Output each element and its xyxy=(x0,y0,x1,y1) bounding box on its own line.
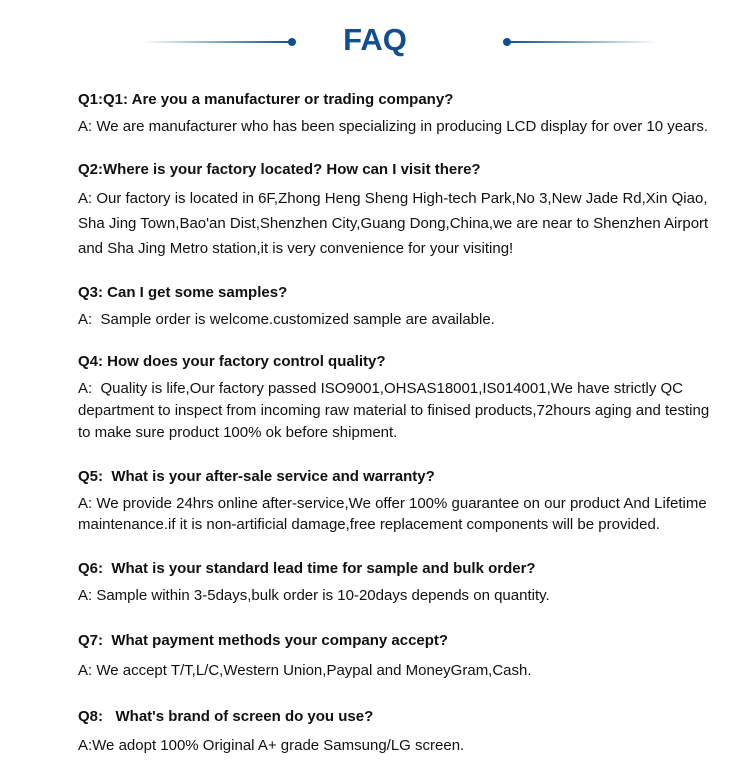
faq-item xyxy=(78,631,718,682)
faq-answer xyxy=(78,585,718,607)
answer-line: A: Quality is life,Our factory passed ISO9001,OHSAS18001,IS014001,We have strictly QC xyxy=(78,380,684,397)
answer-line: A: We are manufacturer who has been specializing in producing LCD display for over 10 years. xyxy=(78,118,709,135)
answer-line: A:We adopt 100% Original A+ grade Samsung/LG screen. xyxy=(78,737,465,754)
faq-question: Q3: Can I get some samples? xyxy=(78,284,288,301)
faq-question: Q2:Where is your factory located? How can I visit there? xyxy=(78,161,481,178)
answer-line: to make sure product 100% ok before shipment. xyxy=(78,424,398,441)
answer-line: A: Sample within 3-5days,bulk order is 10-20days depends on quantity. xyxy=(78,587,550,604)
answer-line: A: Our factory is located in 6F,Zhong Heng Sheng High-tech Park,No 3,New Jade Rd,Xin Qiao, xyxy=(78,190,708,207)
faq-question: Q6: What is your standard lead time for sample and bulk order? xyxy=(78,560,536,577)
answer-line: department to inspect from incoming raw material to finised products,72hours aging and testing xyxy=(78,402,710,419)
faq-item xyxy=(78,160,718,261)
answer-line: A: We accept T/T,L/C,Western Union,Paypal and MoneyGram,Cash. xyxy=(78,662,532,679)
faq-item xyxy=(78,352,718,444)
faq-question: Q8: What's brand of screen do you use? xyxy=(78,708,374,725)
answer-line: and Sha Jing Metro station,it is very convenience for your visiting! xyxy=(78,240,514,257)
faq-item xyxy=(78,559,718,607)
faq-question: Q1:Q1: Are you a manufacturer or trading company? xyxy=(78,91,454,108)
faq-question: Q5: What is your after-sale service and warranty? xyxy=(78,468,435,485)
answer-line: maintenance.if it is non-artificial damage,free replacement components will be provided. xyxy=(78,516,660,533)
faq-answer xyxy=(78,116,718,138)
answer-line: A: Sample order is welcome.customized sample are available. xyxy=(78,311,495,328)
faq-item xyxy=(78,283,718,331)
faq-question: Q4: How does your factory control quality? xyxy=(78,353,386,370)
faq-answer xyxy=(78,735,718,757)
faq-item xyxy=(78,90,718,138)
answer-line: Sha Jing Town,Bao'an Dist,Shenzhen City,Guang Dong,China,we are near to Shenzhen Airport xyxy=(78,215,709,232)
faq-question: Q7: What payment methods your company accept? xyxy=(78,632,449,649)
faq-answer xyxy=(78,378,718,444)
faq-answer xyxy=(78,660,718,682)
faq-answer xyxy=(78,309,718,331)
page-title: FAQ xyxy=(343,22,407,57)
answer-line: A: We provide 24hrs online after-service,We offer 100% guarantee on our product And Lifetime xyxy=(78,495,707,512)
title-divider-right xyxy=(508,41,658,43)
faq-item xyxy=(78,707,718,757)
faq-answer xyxy=(78,493,718,535)
faq-answer xyxy=(78,186,718,261)
faq-item xyxy=(78,467,718,535)
